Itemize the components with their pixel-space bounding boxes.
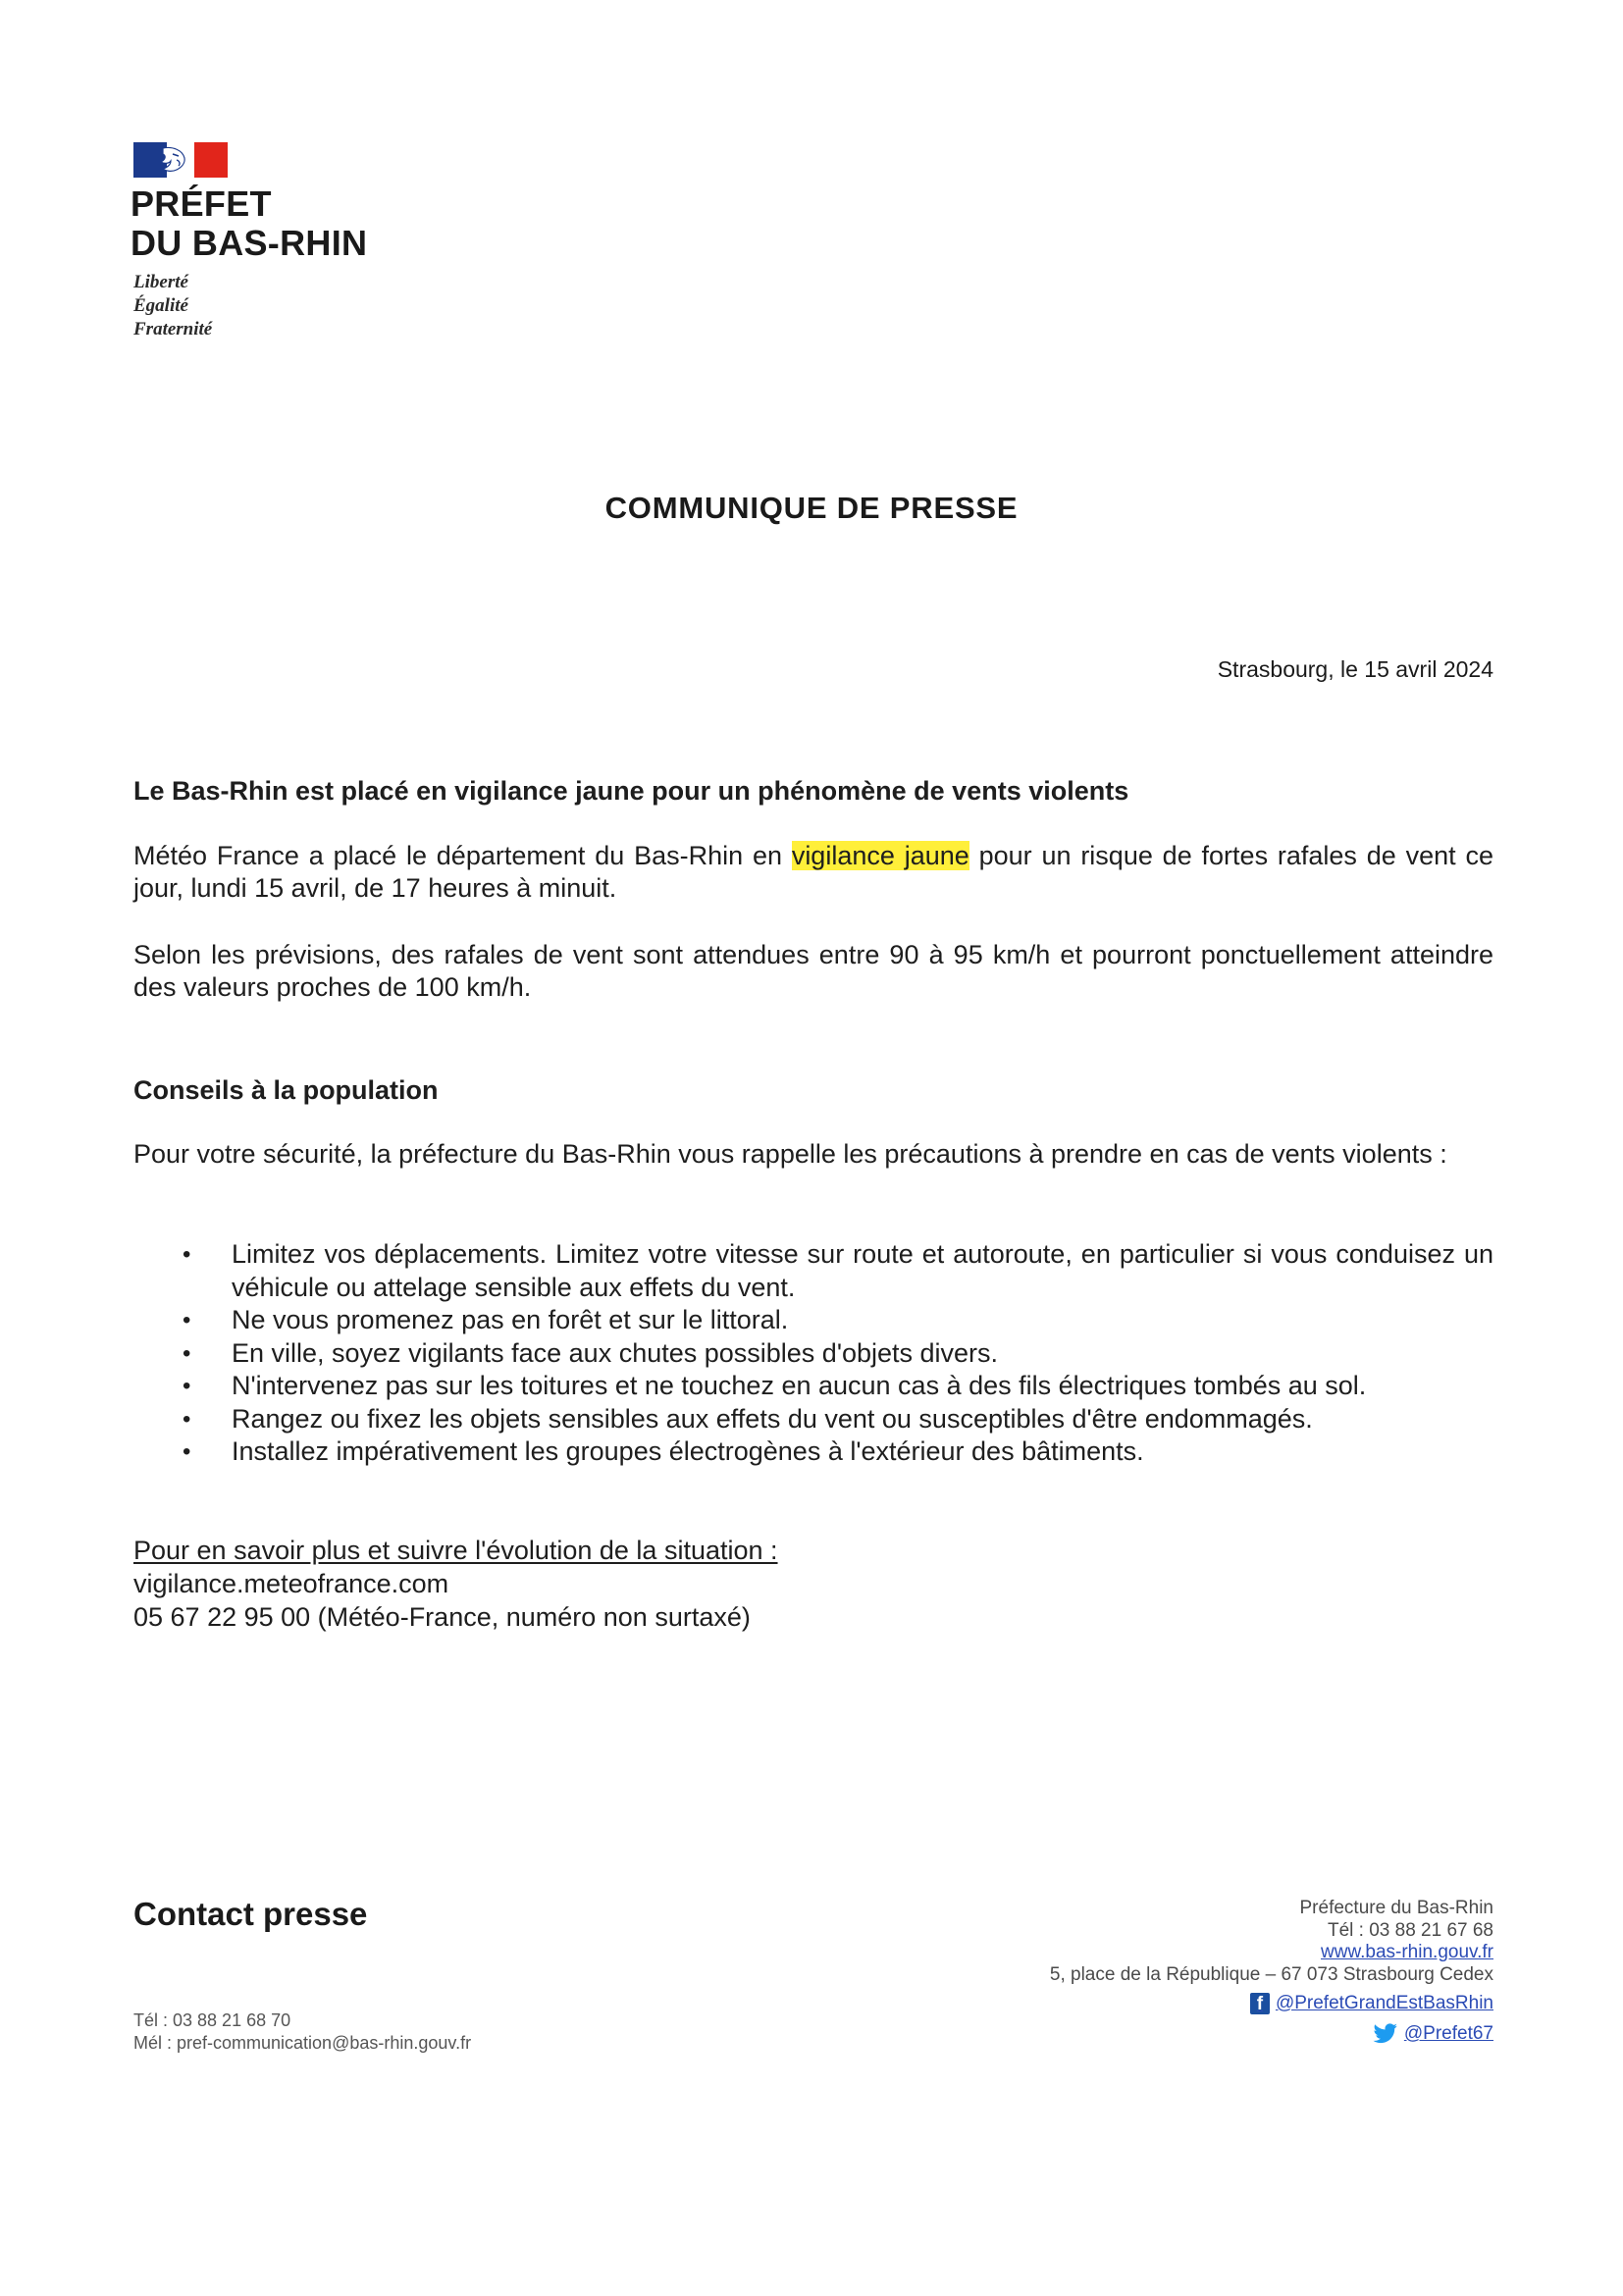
- more-info-url: vigilance.meteofrance.com: [133, 1569, 449, 1598]
- authority-title: [131, 184, 367, 263]
- prefecture-address: 5, place de la République – 67 073 Strasbourg Cedex: [1049, 1963, 1493, 1985]
- republic-motto: [133, 271, 212, 341]
- contact-mail: Mél : pref-communication@bas-rhin.gouv.fr: [133, 2033, 472, 2053]
- contact-tel: Tél : 03 88 21 68 70: [133, 2010, 291, 2030]
- motto-egalite: Égalité: [133, 295, 188, 316]
- prefecture-website-link[interactable]: www.bas-rhin.gouv.fr: [1321, 1942, 1493, 1962]
- advice-title: Conseils à la population: [133, 1075, 439, 1105]
- paragraph-forecast: Selon les prévisions, des rafales de vent sont attendues entre 90 à 95 km/h et pourront ponctuellement atteindre des valeurs proches de 100 km/h.: [133, 940, 1493, 1002]
- authority-line-2: DU BAS-RHIN: [131, 223, 368, 263]
- more-info-phone: 05 67 22 95 00 (Météo-France, numéro non surtaxé): [133, 1602, 751, 1632]
- contact-title: Contact presse: [133, 1896, 368, 1932]
- paragraph-alert-start: Météo France a placé le département du Bas-Rhin en: [133, 841, 792, 870]
- headline: Le Bas-Rhin est placé en vigilance jaune pour un phénomène de vents violents: [133, 776, 1129, 806]
- advice-list: [183, 1238, 1493, 1469]
- facebook-handle: @PrefetGrandEstBasRhin: [1275, 1993, 1493, 2013]
- list-item: • Rangez ou fixez les objets sensibles aux effets du vent ou susceptibles d'être endommagés.: [183, 1403, 1493, 1436]
- motto-fraternite: Fraternité: [133, 319, 213, 339]
- marianne-flag-logo: [133, 142, 228, 178]
- authority-line-1: PRÉFET: [131, 183, 272, 224]
- paragraph-advice-intro: Pour votre sécurité, la préfecture du Bas-Rhin vous rappelle les précautions à prendre en cas de vents violents :: [133, 1139, 1447, 1169]
- twitter-link[interactable]: [1373, 2023, 1493, 2045]
- prefecture-tel: Tél : 03 88 21 67 68: [1327, 1919, 1493, 1941]
- prefecture-name: Préfecture du Bas-Rhin: [1299, 1898, 1493, 1918]
- document-type-title: COMMUNIQUE DE PRESSE: [604, 491, 1019, 525]
- contact-details: [133, 2009, 471, 2055]
- motto-liberte: Liberté: [133, 272, 188, 292]
- list-item: • N'intervenez pas sur les toitures et ne touchez en aucun cas à des fils électriques tombés au sol.: [183, 1370, 1493, 1403]
- twitter-handle: @Prefet67: [1403, 2023, 1493, 2044]
- paragraph-alert: [133, 840, 1493, 905]
- twitter-icon: [1373, 2023, 1398, 2045]
- facebook-icon: f: [1250, 1993, 1270, 2014]
- paragraph-alert-end: pour un risque de fortes rafales de vent ce jour, lundi 15 avril, de 17 heures à minuit.: [133, 841, 1493, 903]
- list-item: • En ville, soyez vigilants face aux chutes possibles d'objets divers.: [183, 1337, 1493, 1371]
- place-date: Strasbourg, le 15 avril 2024: [1217, 656, 1493, 682]
- facebook-link[interactable]: [1250, 1993, 1493, 2014]
- prefecture-address-block: [1050, 1898, 1493, 1986]
- list-item: • Ne vous promenez pas en forêt et sur le littoral.: [183, 1304, 1493, 1337]
- list-item: • Installez impérativement les groupes électrogènes à l'extérieur des bâtiments.: [183, 1435, 1493, 1469]
- vigilance-highlight: vigilance jaune: [791, 841, 969, 870]
- list-item: • Limitez vos déplacements. Limitez votre vitesse sur route et autoroute, en particulier si vous conduisez un véhicule ou attelage sensible aux effets du vent.: [183, 1238, 1493, 1304]
- more-info-title: Pour en savoir plus et suivre l'évolution de la situation :: [133, 1536, 778, 1565]
